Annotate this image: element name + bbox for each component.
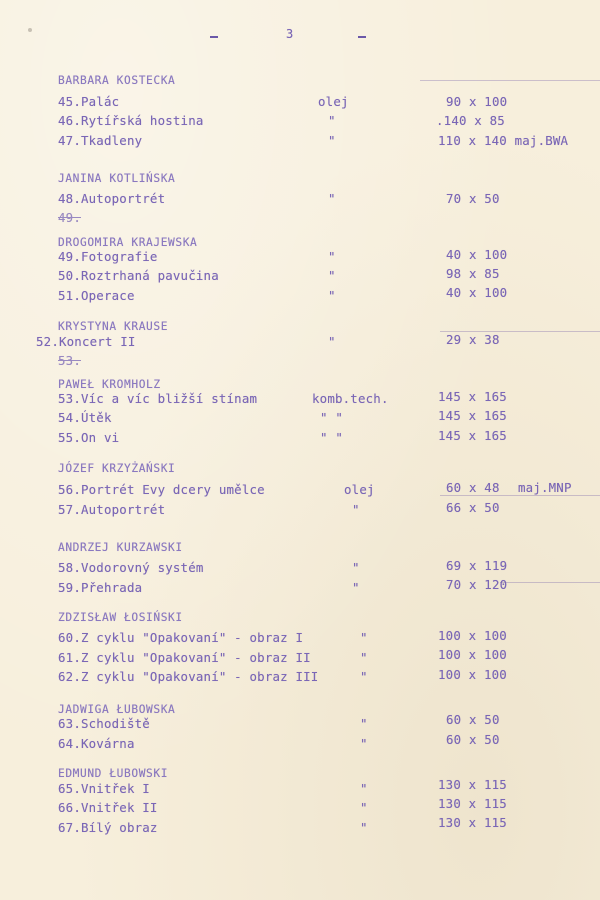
work-medium: ": [328, 191, 336, 206]
work-title: 62.Z cyklu "Opakovaní" - obraz III: [58, 669, 319, 684]
work-medium: ": [360, 716, 368, 731]
work-size: .140 x 85: [436, 113, 505, 128]
struck-entry: 49.: [58, 210, 81, 225]
work-title: 63.Schodiště: [58, 716, 150, 731]
work-size: 145 x 165: [438, 389, 507, 404]
work-medium: ": [360, 650, 368, 665]
work-title: 55.On vi: [58, 430, 120, 445]
work-title: 51.Operace: [58, 288, 135, 303]
artist-name: ANDRZEJ KURZAWSKI: [58, 541, 183, 554]
divider-rule: [500, 582, 600, 583]
paper-speck: [28, 28, 32, 32]
work-title: 66.Vnitřek II: [58, 800, 158, 815]
work-title: 60.Z cyklu "Opakovaní" - obraz I: [58, 630, 304, 645]
work-size: 66 x 50: [446, 500, 500, 515]
work-medium: ": [360, 736, 368, 751]
work-size: 60 x 50: [446, 712, 500, 727]
work-medium: ": [352, 502, 360, 517]
work-medium: ": [328, 334, 336, 349]
work-medium: olej: [318, 94, 349, 109]
work-medium: ": [328, 288, 336, 303]
header-dash-right: [358, 36, 366, 38]
work-title: 65.Vnitřek I: [58, 781, 150, 796]
work-title: 56.Portrét Evy dcery umělce: [58, 482, 265, 497]
work-medium: ": [352, 560, 360, 575]
work-size: 110 x 140 maj.BWA: [438, 133, 569, 148]
work-size: 130 x 115: [438, 815, 507, 830]
work-size: 130 x 115: [438, 777, 507, 792]
work-size: 90 x 100: [446, 94, 508, 109]
work-size: 29 x 38: [446, 332, 500, 347]
work-title: 49.Fotografie: [58, 249, 158, 264]
work-medium: ": [360, 820, 368, 835]
work-size: 40 x 100: [446, 247, 508, 262]
work-size: 130 x 115: [438, 796, 507, 811]
divider-rule: [420, 80, 600, 81]
work-size: 145 x 165: [438, 428, 507, 443]
work-size: 69 x 119: [446, 558, 508, 573]
work-title: 53.Víc a víc bližší stínam: [58, 391, 258, 406]
work-size: 40 x 100: [446, 285, 508, 300]
work-medium: ": [328, 113, 336, 128]
work-title: 61.Z cyklu "Opakovaní" - obraz II: [58, 650, 311, 665]
work-title: 58.Vodorovný systém: [58, 560, 204, 575]
struck-entry: 53.: [58, 353, 81, 368]
work-title: 52.Koncert II: [36, 334, 136, 349]
work-medium: " ": [320, 410, 343, 425]
work-title: 64.Kovárna: [58, 736, 135, 751]
work-title: 50.Roztrhaná pavučina: [58, 268, 219, 283]
work-size: 70 x 50: [446, 191, 500, 206]
artist-name: ZDZISŁAW ŁOSIŃSKI: [58, 611, 183, 624]
work-medium: ": [360, 800, 368, 815]
artist-name: BARBARA KOSTECKA: [58, 74, 176, 87]
work-title: 67.Bílý obraz: [58, 820, 158, 835]
divider-rule: [440, 495, 600, 496]
work-medium: ": [360, 630, 368, 645]
work-title: 57.Autoportrét: [58, 502, 166, 517]
work-medium: ": [360, 669, 368, 684]
work-size: 70 x 120: [446, 577, 508, 592]
work-medium: komb.tech.: [312, 391, 389, 406]
work-medium: ": [360, 781, 368, 796]
work-size: 60 x 48: [446, 480, 500, 495]
work-title: 59.Přehrada: [58, 580, 143, 595]
work-size: 60 x 50: [446, 732, 500, 747]
page-number: 3: [286, 27, 294, 41]
work-size: 100 x 100: [438, 628, 507, 643]
work-medium: olej: [344, 482, 375, 497]
work-title: 47.Tkadleny: [58, 133, 143, 148]
work-title: 45.Palác: [58, 94, 120, 109]
work-title: 46.Rytířská hostina: [58, 113, 204, 128]
work-size: 100 x 100: [438, 647, 507, 662]
work-medium: ": [328, 268, 336, 283]
artist-name: JANINA KOTLIŃSKA: [58, 172, 176, 185]
work-medium: ": [328, 133, 336, 148]
work-size: 98 x 85: [446, 266, 500, 281]
artist-name: EDMUND ŁUBOWSKI: [58, 767, 169, 780]
header-dash-left: [210, 36, 218, 38]
artist-name: DROGOMIRA KRAJEWSKA: [58, 236, 198, 249]
work-size: 100 x 100: [438, 667, 507, 682]
artist-name: PAWEŁ KROMHOLZ: [58, 378, 161, 391]
work-medium: " ": [320, 430, 343, 445]
work-medium: ": [328, 249, 336, 264]
work-size: 145 x 165: [438, 408, 507, 423]
artist-name: JÓZEF KRZYŻAŃSKI: [58, 462, 176, 475]
work-ownership-note: maj.MNP: [518, 480, 572, 495]
work-title: 54.Útěk: [58, 410, 112, 425]
work-medium: ": [352, 580, 360, 595]
work-title: 48.Autoportrét: [58, 191, 166, 206]
artist-name: KRYSTYNA KRAUSE: [58, 320, 169, 333]
artist-name: JADWIGA ŁUBOWSKA: [58, 703, 176, 716]
